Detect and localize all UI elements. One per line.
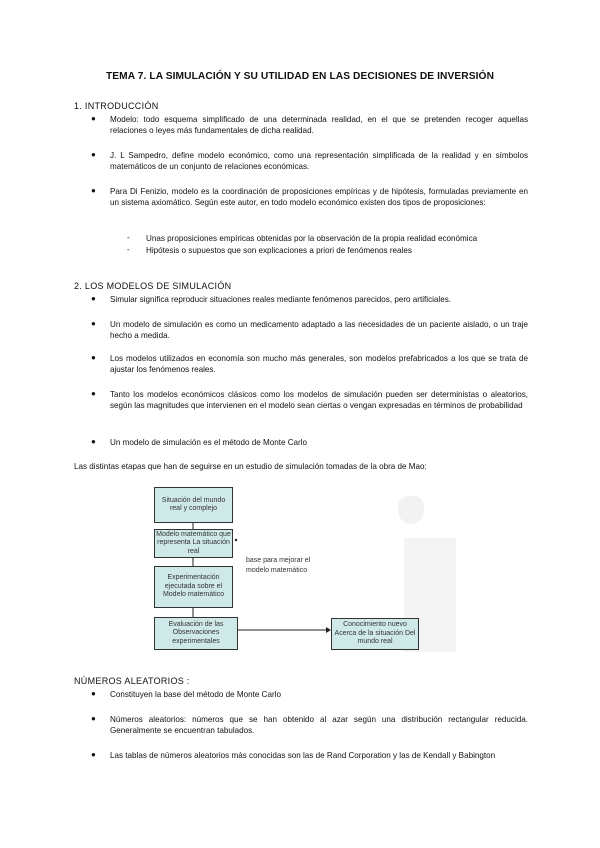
diagram-intro-text: Las distintas etapas que han de seguirse en un estudio de simulación tomadas de la obra de Mao: [74, 462, 427, 471]
bullet-icon: ● [91, 353, 96, 362]
subitem-text: Unas proposiciones empíricas obtenidas por la observación de la propia realidad económica [146, 234, 478, 243]
bullet-text: Un modelo de simulación es como un medicamento adaptado a las necesidades de un paciente aislado, o un traje hecho a medida. [110, 320, 528, 340]
bullet-icon: ● [91, 437, 96, 446]
section-heading-numeros-aleatorios: NÚMEROS ALEATORIOS : [74, 676, 190, 686]
diagram-box-evaluacion: Evaluación de las Observaciones experimentales [154, 617, 238, 650]
bullet-icon: ● [91, 389, 96, 398]
bullet-icon: ● [91, 150, 96, 159]
section-heading-modelos: 2. LOS MODELOS DE SIMULACIÓN [74, 281, 232, 291]
section-heading-introduccion: 1. INTRODUCCIÓN [74, 101, 159, 111]
bullet-text: Constituyen la base del método de Monte Carlo [110, 690, 281, 699]
bullet-icon: ● [91, 714, 96, 723]
diagram-box-experimentacion: Experimentación ejecutada sobre el Modelo matemático [154, 566, 233, 608]
bullet-icon: ● [91, 186, 96, 195]
diagram-box-mundo-real: Situación del mundo real y complejo [154, 487, 233, 523]
diagram-box-conocimiento: Conocimiento nuevo Acerca de la situación Del mundo real [331, 618, 419, 650]
diagram-box-modelo-matematico: Modelo matemático que representa La situación real [154, 529, 233, 558]
bullet-text: Números aleatorios: números que se han obtenido al azar según una distribución rectangular reducida. Generalmente se encuentran tabulados. [110, 715, 528, 735]
feedback-note: base para mejorar el modelo matemático [246, 557, 311, 574]
bullet-text: Tanto los modelos económicos clásicos como los modelos de simulación pueden ser deterministas o aleatorios, según las magnitudes que intervienen en el modelo sean ciertas o vengan expresadas en términos de probabilidad [110, 390, 528, 410]
dot-marker [235, 539, 237, 541]
bullet-text: Simular significa reproducir situaciones reales mediante fenómenos parecidos, pero artificiales. [110, 295, 452, 304]
bullet-text: J. L Sampedro, define modelo económico, como una representación simplificada de la realidad y en símbolos matemáticos de un conjunto de relaciones económicas. [110, 151, 528, 171]
subitem-text: Hipótesis o supuestos que son explicaciones a priori de fenómenos reales [146, 246, 412, 255]
bullet-icon: ● [91, 319, 96, 328]
bullet-text: Los modelos utilizados en economía son mucho más generales, son modelos prefabricados a los que se trata de ajustar los fenómenos reales. [110, 354, 528, 374]
bullet-icon: ● [91, 750, 96, 759]
bullet-text: Para Di Fenizio, modelo es la coordinación de proposiciones empíricas y de hipótesis, formuladas previamente en un sistema axiomático. Según este autor, en todo modelo económico existen dos tipos de proposiciones: [110, 187, 528, 207]
bullet-icon: ● [91, 114, 96, 123]
bullet-text: Un modelo de simulación es el método de Monte Carlo [110, 438, 308, 447]
bullet-icon: ● [91, 294, 96, 303]
bullet-text: Las tablas de números aleatorios más conocidas son las de Rand Corporation y las de Kendall y Babington [110, 751, 496, 760]
document-title: TEMA 7. LA SIMULACIÓN Y SU UTILIDAD EN LAS DECISIONES DE INVERSIÓN [105, 71, 495, 82]
dash-icon: - [127, 245, 130, 254]
bullet-text: Modelo: todo esquema simplificado de una determinada realidad, en el que se pretenden recoger aquellas relaciones o leyes más fundamentales de dicha realidad. [110, 115, 528, 135]
bullet-icon: ● [91, 689, 96, 698]
dash-icon: - [127, 233, 130, 242]
